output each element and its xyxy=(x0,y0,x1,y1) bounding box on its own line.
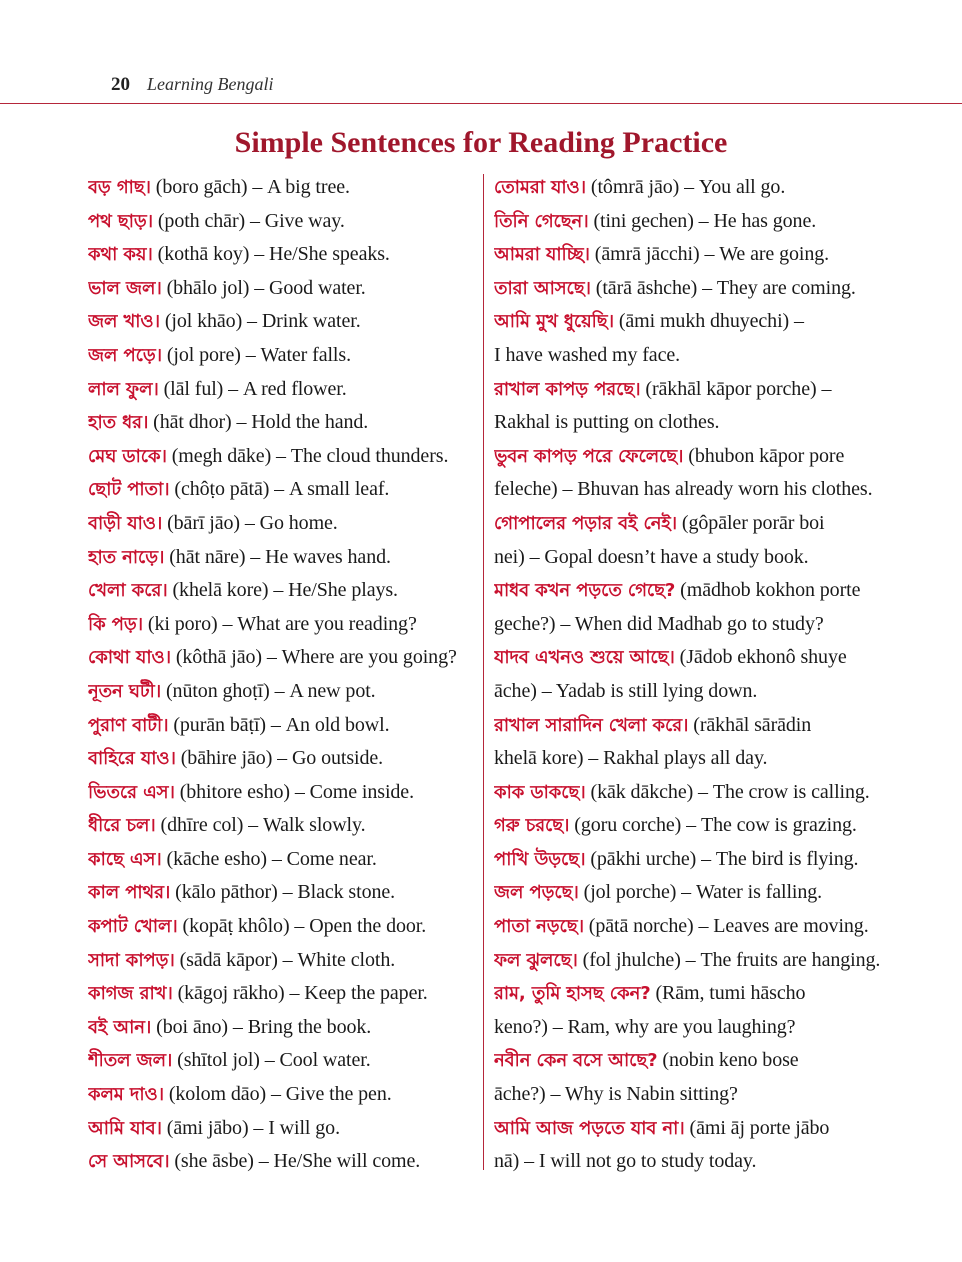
transliteration-text: (kāk dākche) – The crow is calling. xyxy=(585,780,870,803)
transliteration-text: (dhīre col) – Walk slowly. xyxy=(155,814,366,837)
sentence-line xyxy=(88,675,474,709)
sentence-line xyxy=(494,373,884,407)
sentence-line xyxy=(88,238,474,272)
bengali-text: ফল ঝুলছে। xyxy=(494,949,578,971)
sentence-line xyxy=(88,574,474,608)
transliteration-text: (bhubon kāpor pore xyxy=(683,444,845,467)
bengali-text: ভাল জল। xyxy=(88,277,162,299)
bengali-text: গোপালের পড়ার বই নেই। xyxy=(494,512,678,534)
sentence-line xyxy=(88,1044,474,1078)
transliteration-text: (ki poro) – What are you reading? xyxy=(143,612,417,635)
bengali-text: কাক ডাকছে। xyxy=(494,781,586,803)
bengali-text: বড় গাছ। xyxy=(88,177,151,198)
left-column xyxy=(88,171,474,1179)
sentence-line xyxy=(494,541,884,575)
sentence-line xyxy=(494,1011,884,1045)
bengali-text: কপাট খোল। xyxy=(88,916,178,938)
sentence-line xyxy=(494,876,884,910)
transliteration-text: (lāl ful) – A red flower. xyxy=(158,377,347,400)
bengali-text: পুরাণ বাটী। xyxy=(88,714,169,736)
sentence-line xyxy=(494,809,884,843)
bengali-text: তোমরা যাও। xyxy=(494,177,586,198)
sentence-line xyxy=(88,339,474,373)
bengali-text: আমি আজ পড়তে যাব না। xyxy=(494,1117,685,1139)
transliteration-text: (sādā kāpor) – White cloth. xyxy=(174,948,396,971)
bengali-text: কোথা যাও। xyxy=(88,647,171,669)
transliteration-text: (pātā norche) – Leaves are moving. xyxy=(583,915,869,938)
bengali-text: শীতল জল। xyxy=(88,1050,173,1072)
transliteration-text: geche?) – When did Madhab go to study? xyxy=(494,612,824,635)
transliteration-text: (āmrā jācchi) – We are going. xyxy=(589,243,830,266)
sentence-line xyxy=(88,876,474,910)
bengali-text: ভুবন কাপড় পরে ফেলেছে। xyxy=(494,445,684,467)
bengali-text: যাদব এখনও শুয়ে আছে। xyxy=(494,647,675,669)
sentence-line xyxy=(494,406,884,440)
sentence-line xyxy=(88,440,474,474)
transliteration-text: (rākhāl sārādin xyxy=(688,713,812,736)
bengali-text: হাত ধর। xyxy=(88,412,149,434)
sentence-line xyxy=(88,608,474,642)
transliteration-text: (tômrā jāo) – You all go. xyxy=(586,176,786,198)
bengali-text: রাম, তুমি হাসছ কেন? xyxy=(494,983,651,1005)
sentence-line xyxy=(494,776,884,810)
transliteration-text: (hāt nāre) – He waves hand. xyxy=(164,545,391,568)
sentence-line xyxy=(494,944,884,978)
transliteration-text: (kāgoj rākho) – Keep the paper. xyxy=(172,982,428,1005)
transliteration-text: feleche) – Bhuvan has already worn his clothes. xyxy=(494,478,873,501)
sentence-line xyxy=(494,910,884,944)
transliteration-text: (gôpāler porār boi xyxy=(677,511,825,534)
sentence-line xyxy=(88,843,474,877)
bengali-text: জল পড়ে। xyxy=(88,344,162,366)
transliteration-text: (Rām, tumi hāscho xyxy=(650,982,806,1005)
transliteration-text: (hāt dhor) – Hold the hand. xyxy=(148,411,369,434)
sentence-line xyxy=(88,171,474,205)
sentence-line xyxy=(88,1112,474,1146)
sentence-line xyxy=(88,1011,474,1045)
sentence-line xyxy=(494,339,884,373)
sentence-line xyxy=(88,641,474,675)
transliteration-text: āche?) – Why is Nabin sitting? xyxy=(494,1083,738,1106)
transliteration-text: (Jādob ekhonô shuye xyxy=(674,646,847,669)
bengali-text: কাছে এস। xyxy=(88,848,162,870)
bengali-text: পাখি উড়ছে। xyxy=(494,848,586,870)
transliteration-text: (mādhob kokhon porte xyxy=(675,579,861,602)
transliteration-text: (āmi mukh dhuyechi) – xyxy=(613,310,804,333)
transliteration-text: (shītol jol) – Cool water. xyxy=(172,1049,371,1072)
bengali-text: কি পড়। xyxy=(88,613,144,635)
transliteration-text: (bāhire jāo) – Go outside. xyxy=(175,747,384,770)
transliteration-text: (āmi āj porte jābo xyxy=(684,1116,830,1139)
transliteration-text: (megh dāke) – The cloud thunders. xyxy=(166,444,449,467)
bengali-text: বাড়ী যাও। xyxy=(88,512,163,534)
bengali-text: তিনি গেছেন। xyxy=(494,210,589,232)
bengali-text: সাদা কাপড়। xyxy=(88,949,175,971)
column-divider xyxy=(483,174,484,1170)
sentence-line xyxy=(494,843,884,877)
transliteration-text: (purān bāṭī) – An old bowl. xyxy=(168,713,390,736)
transliteration-text: (bhālo jol) – Good water. xyxy=(161,276,366,299)
bengali-text: নবীন কেন বসে আছে? xyxy=(494,1050,658,1072)
bengali-text: ধীরে চল। xyxy=(88,815,156,837)
bengali-text: রাখাল কাপড় পরছে। xyxy=(494,378,641,400)
transliteration-text: (boi āno) – Bring the book. xyxy=(151,1015,372,1038)
sentence-line xyxy=(494,1112,884,1146)
bengali-text: গরু চরছে। xyxy=(494,815,570,837)
page-title: Simple Sentences for Reading Practice xyxy=(234,126,728,159)
transliteration-text: (rākhāl kāpor porche) – xyxy=(640,377,832,400)
sentence-line xyxy=(494,205,884,239)
right-column xyxy=(494,171,884,1179)
bengali-text: রাখাল সারাদিন খেলা করে। xyxy=(494,714,689,736)
sentence-line xyxy=(494,977,884,1011)
transliteration-text: (chôṭo pātā) – A small leaf. xyxy=(169,478,390,501)
transliteration-text: (tārā āshche) – They are coming. xyxy=(590,276,856,299)
sentence-line xyxy=(88,709,474,743)
transliteration-text: I have washed my face. xyxy=(494,343,681,366)
sentence-line xyxy=(88,305,474,339)
sentence-line xyxy=(88,944,474,978)
sentence-line xyxy=(88,272,474,306)
sentence-line xyxy=(88,541,474,575)
transliteration-text: (kālo pāthor) – Black stone. xyxy=(170,881,396,904)
bengali-text: লাল ফুল। xyxy=(88,378,159,400)
bengali-text: মাধব কখন পড়তে গেছে? xyxy=(494,580,676,602)
bengali-text: হাত নাড়ে। xyxy=(88,546,165,568)
running-title: Learning Bengali xyxy=(147,74,274,94)
transliteration-text: (boro gāch) – A big tree. xyxy=(150,176,350,198)
transliteration-text: (jol pore) – Water falls. xyxy=(161,343,351,366)
bengali-text: ভিতরে এস। xyxy=(88,781,175,803)
sentence-line xyxy=(494,1078,884,1112)
bengali-text: সে আসবে। xyxy=(88,1151,170,1173)
transliteration-text: (āmi jābo) – I will go. xyxy=(161,1116,340,1139)
sentence-line xyxy=(494,171,884,205)
transliteration-text: (jol porche) – Water is falling. xyxy=(578,881,823,904)
transliteration-text: (kothā koy) – He/She speaks. xyxy=(152,243,390,266)
sentence-line xyxy=(88,809,474,843)
bengali-text: মেঘ ডাকে। xyxy=(88,445,167,467)
transliteration-text: (nobin keno bose xyxy=(657,1049,799,1072)
sentence-line xyxy=(88,910,474,944)
bengali-text: কলম দাও। xyxy=(88,1084,164,1106)
sentence-line xyxy=(494,272,884,306)
bengali-text: বই আন। xyxy=(88,1016,152,1038)
transliteration-text: (bhitore esho) – Come inside. xyxy=(174,780,414,803)
sentence-line xyxy=(494,709,884,743)
sentence-line xyxy=(88,776,474,810)
transliteration-text: (pākhi urche) – The bird is flying. xyxy=(585,847,859,870)
bengali-text: আমি যাব। xyxy=(88,1117,162,1139)
bengali-text: কথা কয়। xyxy=(88,244,153,266)
sentence-line xyxy=(494,742,884,776)
bengali-text: পথ ছাড়। xyxy=(88,210,153,232)
transliteration-text: nā) – I will not go to study today. xyxy=(494,1150,757,1173)
sentence-line xyxy=(88,1145,474,1179)
sentence-line xyxy=(88,1078,474,1112)
transliteration-text: āche) – Yadab is still lying down. xyxy=(494,679,758,702)
sentence-line xyxy=(494,507,884,541)
transliteration-text: (nūton ghoṭī) – A new pot. xyxy=(161,679,376,702)
sentence-line xyxy=(494,238,884,272)
transliteration-text: (she āsbe) – He/She will come. xyxy=(169,1150,421,1173)
bengali-text: আমরা যাচ্ছি। xyxy=(494,244,590,266)
sentence-line xyxy=(88,507,474,541)
bengali-text: নূতন ঘটী। xyxy=(88,680,162,702)
sentence-line xyxy=(494,1145,884,1179)
sentence-line xyxy=(494,608,884,642)
bengali-text: আমি মুখ ধুয়েছি। xyxy=(494,311,614,333)
bengali-text: জল পড়ছে। xyxy=(494,882,579,904)
page-number: 20 xyxy=(111,74,130,95)
bengali-text: পাতা নড়ছে। xyxy=(494,916,584,938)
sentence-line xyxy=(88,977,474,1011)
transliteration-text: (kôthā jāo) – Where are you going? xyxy=(170,646,457,669)
bengali-text: তারা আসছে। xyxy=(494,277,591,299)
sentence-line xyxy=(494,574,884,608)
transliteration-text: keno?) – Ram, why are you laughing? xyxy=(494,1015,796,1038)
transliteration-text: (fol jhulche) – The fruits are hanging. xyxy=(577,948,881,971)
transliteration-text: (kopāṭ khôlo) – Open the door. xyxy=(177,915,427,938)
transliteration-text: (tini gechen) – He has gone. xyxy=(588,209,817,232)
sentence-line xyxy=(494,440,884,474)
sentence-line xyxy=(494,1044,884,1078)
page-header xyxy=(0,0,962,104)
transliteration-text: (jol khāo) – Drink water. xyxy=(159,310,361,333)
sentence-line xyxy=(88,205,474,239)
transliteration-text: (kolom dāo) – Give the pen. xyxy=(163,1083,392,1106)
transliteration-text: Rakhal is putting on clothes. xyxy=(494,411,720,434)
transliteration-text: nei) – Gopal doesn’t have a study book. xyxy=(494,545,809,568)
bengali-text: খেলা করে। xyxy=(88,580,168,602)
sentence-line xyxy=(88,742,474,776)
transliteration-text: khelā kore) – Rakhal plays all day. xyxy=(494,747,768,770)
transliteration-text: (bārī jāo) – Go home. xyxy=(162,511,338,534)
transliteration-text: (poth chār) – Give way. xyxy=(152,209,345,232)
transliteration-text: (goru corche) – The cow is grazing. xyxy=(569,814,857,837)
bengali-text: বাহিরে যাও। xyxy=(88,748,176,770)
sentence-line xyxy=(494,305,884,339)
sentence-line xyxy=(88,406,474,440)
bengali-text: ছোট পাতা। xyxy=(88,479,170,501)
bengali-text: কাল পাথর। xyxy=(88,882,171,904)
transliteration-text: (khelā kore) – He/She plays. xyxy=(167,579,398,602)
sentence-line xyxy=(494,675,884,709)
transliteration-text: (kāche esho) – Come near. xyxy=(161,847,377,870)
sentence-line xyxy=(88,473,474,507)
bengali-text: জল খাও। xyxy=(88,311,160,333)
sentence-line xyxy=(494,641,884,675)
bengali-text: কাগজ রাখ। xyxy=(88,983,173,1005)
sentence-line xyxy=(88,373,474,407)
sentence-line xyxy=(494,473,884,507)
